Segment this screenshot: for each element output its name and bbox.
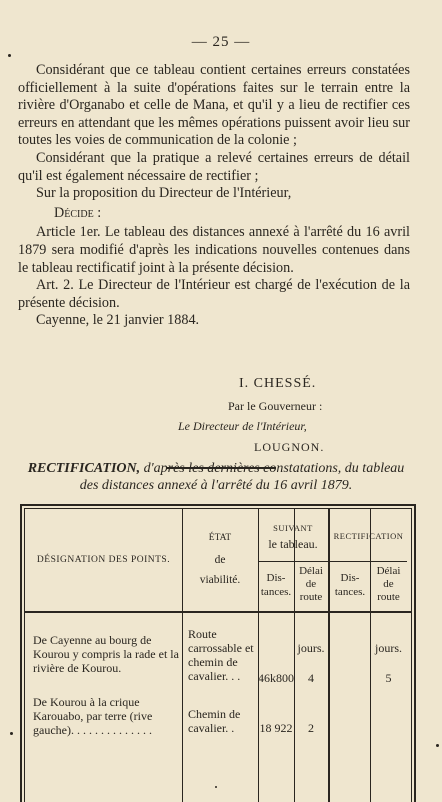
paragraph-considerant-2: Considérant que la pratique a relevé certaines erreurs de détail qu'il est également nécessaire de rectifier ; xyxy=(18,149,410,184)
col-divider xyxy=(370,509,371,802)
col-divider xyxy=(328,509,330,802)
rectification-title-rest: d'après les dernières constatations, du tableau des distances annexé à l'arrêté du 16 avril 1879. xyxy=(79,461,405,493)
header-rectification: RECTIFICATION xyxy=(333,531,404,541)
distances-table xyxy=(20,504,416,802)
ink-speck xyxy=(436,744,439,747)
header-underline xyxy=(330,561,407,562)
page-number: — 25 — xyxy=(191,34,251,50)
ink-speck xyxy=(8,54,11,57)
header-distances-rect: Dis- tances. xyxy=(334,572,366,598)
paragraph-article-1: Article 1er. Le tableau des distances annexé à l'arrêté du 16 avril 1879 sera modifié d'après les indications nouvelles contenues dans le tableau rectificatif joint à la présente décision. xyxy=(18,224,410,276)
header-de: de xyxy=(214,554,226,566)
row-1-delai-unit: jours. xyxy=(297,641,325,655)
row-1-delai: 4 xyxy=(308,671,314,685)
row-2-designation: De Kourou à la crique Karouabo, par terre (rive gauche). . . . . . . . . . . . . . xyxy=(33,695,153,737)
ink-speck xyxy=(215,786,217,788)
row-1-distance: 46k800 xyxy=(258,671,294,685)
header-underline xyxy=(258,561,328,562)
col-divider xyxy=(294,509,295,802)
header-delai: Délai de route xyxy=(299,565,323,603)
row-1-designation: De Cayenne au bourg de Kourou y compris la rade et la rivière de Kourou. xyxy=(33,633,179,675)
header-designation: DÉSIGNATION DES POINTS. xyxy=(36,555,171,565)
row-1-etat: Route carrossable et chemin de cavalier. . . xyxy=(188,627,254,683)
row-2-distance: 18 922 xyxy=(259,721,293,735)
rectification-title xyxy=(20,460,412,494)
paragraph-article-2: Art. 2. Le Directeur de l'Intérieur est chargé de l'exécution de la présente décision. xyxy=(18,277,410,311)
signature-directeur: Le Directeur de l'Intérieur, xyxy=(178,419,307,433)
decide-heading: Décide : xyxy=(54,204,102,221)
decision-body xyxy=(18,62,410,330)
row-2-etat: Chemin de cavalier. . xyxy=(188,707,241,735)
ink-speck xyxy=(10,732,13,735)
rectification-title-bold: RECTIFICATION, xyxy=(27,461,141,476)
header-le-tableau: le tableau. xyxy=(268,537,318,551)
header-etat: ÉTAT xyxy=(208,533,232,543)
header-delai-rect: Délai de route xyxy=(376,565,401,603)
header-suivant: SUIVANT xyxy=(273,523,313,533)
paragraph-date: Cayenne, le 21 janvier 1884. xyxy=(36,312,200,329)
table-inner-frame xyxy=(24,508,412,802)
paragraph-considerant-1: Considérant que ce tableau contient certaines erreurs constatées officiellement à la suite d'opérations faites sur le terrain entre la rivière d'Organabo et celle de Mana, et qu'il y a lieu de rectifier ces erreurs en attendant que les mêmes opérations puissent avoir lieu sur toutes les voies de communication de la colonie ; xyxy=(18,62,410,149)
signature-name: I. CHESSÉ. xyxy=(239,376,317,391)
row-2-delai: 2 xyxy=(308,721,314,735)
header-distances: Dis- tances. xyxy=(260,572,292,598)
header-viabilite: viabilité. xyxy=(199,574,241,586)
header-separator xyxy=(25,611,411,613)
row-1-rect-delai-unit: jours. xyxy=(375,641,402,655)
col-divider xyxy=(258,509,259,802)
paragraph-proposition: Sur la proposition du Directeur de l'Intérieur, xyxy=(36,185,292,202)
row-1-rect-delai: 5 xyxy=(385,671,392,685)
signature-lougnon: LOUGNON. xyxy=(254,440,325,454)
signature-par-gouverneur: Par le Gouverneur : xyxy=(228,399,323,413)
